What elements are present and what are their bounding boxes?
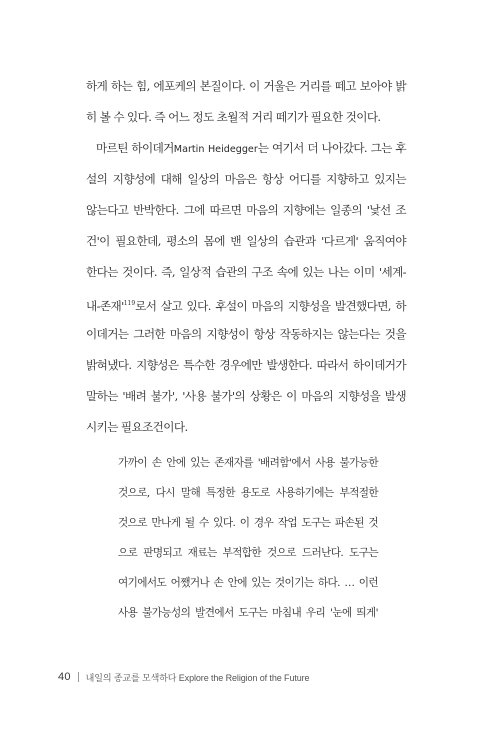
quote-line: 으로 판명되고 재료는 부적합한 것으로 드러난다. 도구는 [118,547,378,559]
body-line: 한다는 것이다. 즉, 일상적 습관의 구조 속에 있는 나는 이미 '세계- [86,265,406,279]
footnote-marker[interactable]: 119 [123,300,136,307]
quote-line: 사용 불가능성의 발견에서 도구는 마침내 우리 '눈에 띄게' [118,607,378,619]
main-paragraphs [86,71,406,443]
body-line-text: 는 여기서 더 나아갔다. 그는 후 [257,141,406,155]
footer-divider [78,672,79,682]
body-line: 말하는 '배려 불가', '사용 불가'의 상황은 이 마음의 지향성을 발생 [86,389,406,403]
body-line: 이데거는 그러한 마음의 지향성이 항상 작동하지는 않는다는 것을 [86,327,406,341]
running-head: 내일의 종교를 모색하다 Explore the Religion of the Future [85,672,310,683]
body-line-text: 내-존재' [86,299,124,313]
body-line [86,133,406,164]
body-line: 시키는 필요조건이다. [86,420,188,434]
body-line-text: 로서 살고 있다. 후설이 마음의 지향성을 발견했다면, 하 [135,299,406,313]
body-line: 건'이 필요한데, 평소의 몸에 밴 일상의 습관과 '다르게' 움직여야 [86,234,406,248]
body-line: 하게 하는 힘, 에포케의 본질이다. 이 거울은 거리를 떼고 보아야 밝 [86,79,406,93]
body-line: 않는다고 반박한다. 그에 따르면 마음의 지향에는 일종의 '낯선 조 [86,203,406,217]
body-line: 밝혀냈다. 지향성은 특수한 경우에만 발생한다. 따라서 하이데거가 [86,358,406,372]
body-line: 설의 지향성에 대해 일상의 마음은 항상 어디를 지향하고 있지는 [86,172,406,186]
page-number: 40 [58,671,71,683]
quote-line: 가까이 손 안에 있는 존재자를 '배려함'에서 사용 불가능한 [118,457,378,469]
quote-line: 여기에서도 어쨌거나 손 안에 있는 것이기는 하다. … 이런 [118,577,378,589]
page-footer [58,668,309,686]
quote-line: 것으로 만나게 될 수 있다. 이 경우 작업 도구는 파손된 것 [118,517,378,529]
body-line [86,288,406,319]
block-quote [118,448,378,628]
heidegger-latin-name: Martin Heidegger [173,144,258,155]
body-line: 히 볼 수 있다. 즉 어느 정도 초월적 거리 떼기가 필요한 것이다. [86,110,381,124]
quote-line: 것으로, 다시 말해 특정한 용도로 사용하기에는 부적절한 [118,487,378,499]
body-line-text: 마르틴 하이데거 [96,141,174,155]
